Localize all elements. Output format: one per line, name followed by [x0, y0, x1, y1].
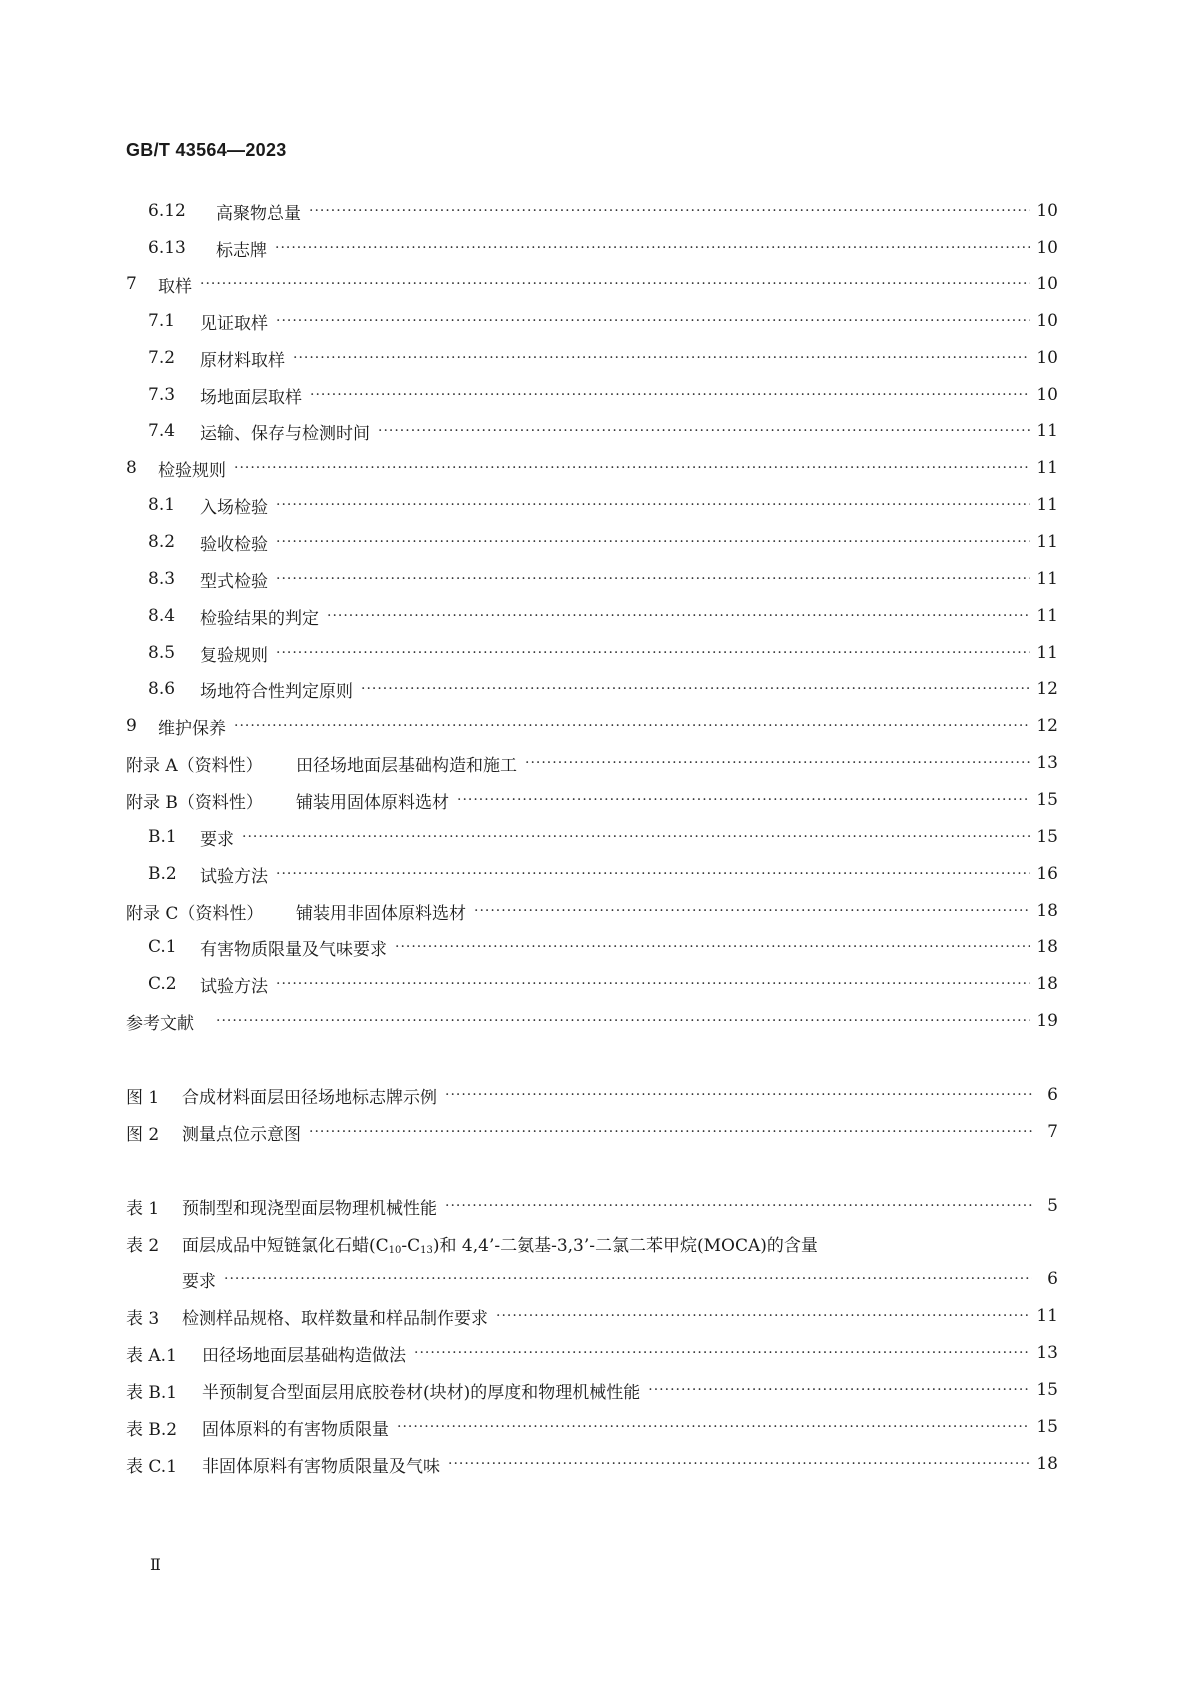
toc-entry-title: 标志牌 — [216, 240, 267, 261]
toc-entry-number: 附录 C（资料性） — [126, 903, 264, 924]
toc-entry-number: 8.1 — [148, 495, 176, 515]
toc-entry-title: 铺装用固体原料选材 — [296, 792, 449, 813]
leader-dots — [457, 792, 1030, 808]
toc-entry[interactable] — [148, 196, 1058, 226]
figure-entry-title: 合成材料面层田径场地标志牌示例 — [182, 1087, 437, 1108]
toc-entry-page: 18 — [1036, 937, 1058, 957]
toc-entry-page: 11 — [1036, 569, 1058, 589]
toc-entry-number: B.2 — [148, 864, 177, 884]
table-entry-number: 表 3 — [126, 1308, 160, 1329]
table-entry-number: 表 A.1 — [126, 1345, 177, 1366]
toc-entry-page: 10 — [1036, 238, 1058, 258]
leader-dots — [276, 534, 1030, 550]
leader-dots — [242, 829, 1030, 845]
table-entry[interactable] — [126, 1375, 1058, 1405]
toc-entry-title: 验收检验 — [200, 534, 268, 555]
toc-entry-title: 原材料取样 — [200, 350, 285, 371]
toc-entry-title: 铺装用非固体原料选材 — [296, 903, 466, 924]
toc-entry-title: 要求 — [200, 829, 234, 850]
leader-dots — [361, 681, 1030, 697]
leader-dots — [309, 1124, 1032, 1140]
toc-entry-number: 7.4 — [148, 421, 176, 441]
toc-entry-page: 19 — [1036, 1011, 1058, 1031]
leader-dots — [275, 240, 1030, 256]
leader-dots — [445, 1087, 1032, 1103]
table-entry-title: 田径场地面层基础构造做法 — [202, 1345, 406, 1366]
toc-entry-page: 11 — [1036, 643, 1058, 663]
toc-entry-title: 运输、保存与检测时间 — [200, 423, 370, 444]
table-entry-page: 11 — [1036, 1306, 1058, 1326]
table-entry[interactable] — [126, 1301, 1058, 1331]
toc-entry-page: 12 — [1036, 679, 1058, 699]
toc-entry-title: 高聚物总量 — [216, 203, 301, 224]
toc-entry-title: 有害物质限量及气味要求 — [200, 939, 387, 960]
leader-dots — [445, 1198, 1032, 1214]
toc-entry-page: 18 — [1036, 974, 1058, 994]
toc-entry-number: 7.2 — [148, 348, 176, 368]
leader-dots — [496, 1308, 1030, 1324]
toc-entry-number: B.1 — [148, 827, 177, 847]
leader-dots — [293, 350, 1030, 366]
toc-entry[interactable] — [148, 564, 1058, 594]
figure-entry-number: 图 1 — [126, 1087, 160, 1108]
toc-entry-page: 10 — [1036, 201, 1058, 221]
leader-dots — [276, 497, 1030, 513]
figure-entry-title: 测量点位示意图 — [182, 1124, 301, 1145]
leader-dots — [276, 976, 1030, 992]
toc-entry[interactable] — [148, 674, 1058, 704]
toc-entry[interactable] — [148, 233, 1058, 263]
leader-dots — [216, 1013, 1030, 1029]
toc-entry-number: 参考文献 — [126, 1013, 194, 1034]
table-entry-page: 6 — [1047, 1269, 1058, 1289]
standard-code: GB/T 43564—2023 — [126, 140, 287, 160]
table-entry-number: 表 C.1 — [126, 1456, 178, 1477]
toc-entry-page: 11 — [1036, 495, 1058, 515]
figure-entry[interactable] — [126, 1080, 1058, 1110]
table-entry-title: 检测样品规格、取样数量和样品制作要求 — [182, 1308, 488, 1329]
toc-entry-title: 入场检验 — [200, 497, 268, 518]
toc-entry[interactable] — [126, 1006, 1058, 1036]
toc-entry[interactable] — [148, 932, 1058, 962]
leader-dots — [397, 1419, 1030, 1435]
toc-entry-title: 田径场地面层基础构造和施工 — [296, 755, 517, 776]
toc-entry-title: 型式检验 — [200, 571, 268, 592]
toc-entry[interactable] — [126, 896, 1058, 926]
table-entry-title: 面层成品中短链氯化石蜡$(C_{10}-C_{13})$和 4,4’-二氨基-3,3’-二氯二苯甲烷(MOCA)的含量 — [182, 1235, 818, 1256]
toc-entry-number: 7.1 — [148, 311, 176, 331]
leader-dots — [474, 903, 1030, 919]
toc-entry-title: 试验方法 — [200, 976, 268, 997]
table-entry-continuation[interactable] — [182, 1264, 1058, 1294]
toc-entry-page: 10 — [1036, 274, 1058, 294]
toc-entry[interactable] — [126, 785, 1058, 815]
leader-dots — [395, 939, 1030, 955]
toc-entry[interactable] — [148, 416, 1058, 446]
toc-entry-number: 9 — [126, 716, 137, 736]
toc-entry-number: 8.3 — [148, 569, 176, 589]
table-entry[interactable] — [126, 1191, 1058, 1221]
table-entry-page: 18 — [1036, 1454, 1058, 1474]
toc-entry-number: C.2 — [148, 974, 177, 994]
figure-entry-number: 图 2 — [126, 1124, 160, 1145]
toc-entry[interactable] — [148, 969, 1058, 999]
leader-dots — [234, 718, 1030, 734]
toc-entry-title: 检验结果的判定 — [200, 608, 319, 629]
toc-entry-page: 11 — [1036, 532, 1058, 552]
toc-entry-number: 附录 B（资料性） — [126, 792, 263, 813]
toc-entry-page: 10 — [1036, 348, 1058, 368]
table-entry-page: 5 — [1047, 1196, 1058, 1216]
toc-entry[interactable] — [126, 748, 1058, 778]
leader-dots — [200, 276, 1030, 292]
toc-entry-page: 15 — [1036, 827, 1058, 847]
toc-entry-page: 11 — [1036, 606, 1058, 626]
toc-entry-title: 复验规则 — [200, 645, 268, 666]
leader-dots — [276, 571, 1030, 587]
toc-entry-number: C.1 — [148, 937, 177, 957]
toc-entry-page: 13 — [1036, 753, 1058, 773]
toc-entry-number: 8 — [126, 458, 137, 478]
table-entry[interactable] — [126, 1338, 1058, 1368]
page-number: Ⅱ — [150, 1555, 161, 1574]
toc-entry-number: 附录 A（资料性） — [126, 755, 263, 776]
toc-entry-page: 12 — [1036, 716, 1058, 736]
table-entry-title: 非固体原料有害物质限量及气味 — [202, 1456, 440, 1477]
toc-entry-number: 8.2 — [148, 532, 176, 552]
table-entry[interactable] — [126, 1228, 1058, 1258]
toc-entry[interactable] — [148, 638, 1058, 668]
table-entry-number: 表 B.1 — [126, 1382, 178, 1403]
toc-entry-page: 11 — [1036, 458, 1058, 478]
toc-entry-page: 18 — [1036, 901, 1058, 921]
table-entry-page: 15 — [1036, 1417, 1058, 1437]
toc-entry-title: 见证取样 — [200, 313, 268, 334]
table-entry-number: 表 2 — [126, 1235, 160, 1256]
leader-dots — [224, 1271, 1032, 1287]
table-entry-number: 表 1 — [126, 1198, 160, 1219]
toc-entry-title: 场地符合性判定原则 — [200, 681, 353, 702]
figure-entry[interactable] — [126, 1117, 1058, 1147]
toc-entry[interactable] — [148, 490, 1058, 520]
leader-dots — [648, 1382, 1030, 1398]
figure-entry-page: 6 — [1047, 1085, 1058, 1105]
leader-dots — [276, 866, 1030, 882]
leader-dots — [378, 423, 1030, 439]
leader-dots — [276, 313, 1030, 329]
toc-entry[interactable] — [148, 527, 1058, 557]
leader-dots — [234, 460, 1030, 476]
toc-entry-page: 15 — [1036, 790, 1058, 810]
toc-entry-number: 8.4 — [148, 606, 176, 626]
toc-entry-page: 11 — [1036, 421, 1058, 441]
figure-entry-page: 7 — [1047, 1122, 1058, 1142]
leader-dots — [309, 203, 1030, 219]
table-entry-page: 15 — [1036, 1380, 1058, 1400]
leader-dots — [525, 755, 1030, 771]
toc-entry[interactable] — [148, 343, 1058, 373]
table-entry-title-continued: 要求 — [182, 1271, 216, 1292]
toc-entry-title: 取样 — [158, 276, 192, 297]
toc-entry[interactable] — [148, 822, 1058, 852]
table-entry[interactable] — [126, 1449, 1058, 1479]
toc-entry-page: 10 — [1036, 385, 1058, 405]
leader-dots — [310, 387, 1030, 403]
toc-entry-title: 检验规则 — [158, 460, 226, 481]
toc-entry-number: 6.12 — [148, 201, 186, 221]
toc-entry-title: 试验方法 — [200, 866, 268, 887]
toc-entry[interactable] — [126, 453, 1058, 483]
table-entry-title: 预制型和现浇型面层物理机械性能 — [182, 1198, 437, 1219]
leader-dots — [448, 1456, 1030, 1472]
toc-entry[interactable] — [126, 711, 1058, 741]
leader-dots — [276, 645, 1030, 661]
toc-entry-title: 场地面层取样 — [200, 387, 302, 408]
table-entry-title: 半预制复合型面层用底胶卷材(块材)的厚度和物理机械性能 — [202, 1382, 641, 1403]
toc-entry-number: 7.3 — [148, 385, 176, 405]
toc-entry-number: 8.5 — [148, 643, 176, 663]
toc-entry[interactable] — [126, 269, 1058, 299]
table-entry[interactable] — [126, 1412, 1058, 1442]
table-entry-number: 表 B.2 — [126, 1419, 178, 1440]
toc-entry[interactable] — [148, 859, 1058, 889]
leader-dots — [414, 1345, 1030, 1361]
toc-entry-number: 8.6 — [148, 679, 176, 699]
toc-entry[interactable] — [148, 380, 1058, 410]
table-entry-page: 13 — [1036, 1343, 1058, 1363]
leader-dots — [327, 608, 1030, 624]
toc-entry[interactable] — [148, 601, 1058, 631]
toc-entry-number: 7 — [126, 274, 137, 294]
toc-entry-page: 16 — [1036, 864, 1058, 884]
toc-entry[interactable] — [148, 306, 1058, 336]
toc-entry-number: 6.13 — [148, 238, 186, 258]
toc-entry-title: 维护保养 — [158, 718, 226, 739]
toc-entry-page: 10 — [1036, 311, 1058, 331]
table-entry-title: 固体原料的有害物质限量 — [202, 1419, 389, 1440]
